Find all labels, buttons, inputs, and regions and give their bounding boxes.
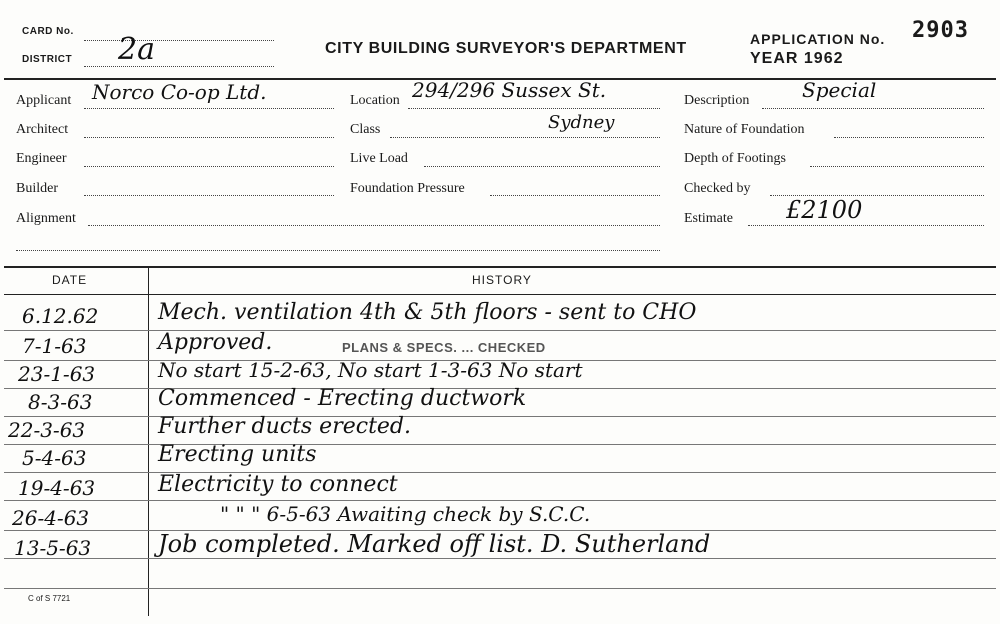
row-rule: [4, 558, 996, 559]
checked-by-label: Checked by: [684, 181, 751, 196]
engineer-label: Engineer: [16, 151, 67, 166]
nature-of-foundation-label: Nature of Foundation: [684, 122, 805, 137]
table-header-rule: [4, 294, 996, 295]
history-text: Commenced - Erecting ductwork: [158, 386, 527, 411]
history-text: Further ducts erected.: [158, 414, 411, 439]
history-date: 6.12.62: [22, 304, 99, 328]
engineer-line: [84, 166, 334, 167]
form-code: C of S 7721: [28, 594, 71, 603]
foundation-pressure-line: [490, 195, 660, 196]
history-text: " " " 6-5-63 Awaiting check by S.C.C.: [220, 502, 591, 526]
architect-line: [84, 137, 334, 138]
department-title: CITY BUILDING SURVEYOR'S DEPARTMENT: [325, 40, 687, 57]
history-date: 13-5-63: [14, 536, 92, 560]
application-label: APPLICATION No.: [750, 31, 886, 47]
row-rule: [4, 472, 996, 473]
row-rule: [4, 444, 996, 445]
architect-label: Architect: [16, 122, 69, 137]
description-label: Description: [684, 93, 750, 108]
builder-label: Builder: [16, 181, 58, 196]
history-date: 8-3-63: [28, 390, 93, 414]
nature-line: [834, 137, 984, 138]
applicant-line: [84, 108, 334, 109]
history-text: No start 15-2-63, No start 1-3-63 No start: [158, 358, 583, 382]
depth-line: [810, 166, 984, 167]
estimate-line: [748, 225, 984, 226]
table-top-rule: [4, 266, 996, 268]
estimate-label: Estimate: [684, 211, 733, 226]
row-rule: [4, 500, 996, 501]
history-date: 26-4-63: [12, 506, 90, 530]
date-column-header: DATE: [52, 273, 88, 287]
row-rule: [4, 588, 996, 589]
location-line: [408, 108, 660, 109]
history-text: Erecting units: [158, 442, 317, 467]
district-value: 2a: [118, 32, 155, 67]
checked-stamp: PLANS & SPECS. ... CHECKED: [342, 340, 546, 355]
application-number: 2903: [912, 18, 969, 43]
estimate-value: £2100: [786, 196, 863, 224]
live-load-line: [424, 166, 660, 167]
history-date: 23-1-63: [18, 362, 96, 386]
history-date: 7-1-63: [22, 334, 87, 358]
date-column-divider: [148, 266, 149, 616]
location-value: 294/296 Sussex St.: [412, 78, 607, 102]
history-date: 22-3-63: [8, 418, 86, 442]
alignment-label: Alignment: [16, 211, 76, 226]
card-no-label: CARD No.: [22, 26, 74, 37]
row-rule: [4, 416, 996, 417]
class-label: Class: [350, 122, 381, 137]
alignment-line: [88, 225, 660, 226]
extra-line: [16, 250, 660, 251]
builder-line: [84, 195, 334, 196]
history-text: Mech. ventilation 4th & 5th floors - sent to CHO: [158, 300, 697, 325]
history-text: Job completed. Marked off list. D. Sutherland: [158, 530, 711, 558]
depth-of-footings-label: Depth of Footings: [684, 151, 786, 166]
history-date: 5-4-63: [22, 446, 87, 470]
history-text: Approved.: [158, 330, 273, 355]
applicant-value: Norco Co-op Ltd.: [92, 80, 267, 104]
history-column-header: HISTORY: [472, 273, 532, 287]
card-no-line: [84, 40, 274, 41]
location-value-2: Sydney: [548, 112, 615, 133]
description-line: [762, 108, 984, 109]
live-load-label: Live Load: [350, 151, 408, 166]
description-value: Special: [802, 78, 877, 102]
class-line: [390, 137, 660, 138]
district-line: [84, 66, 274, 67]
history-date: 19-4-63: [18, 476, 96, 500]
location-label: Location: [350, 93, 400, 108]
foundation-pressure-label: Foundation Pressure: [350, 181, 465, 196]
history-text: Electricity to connect: [158, 472, 398, 497]
row-rule: [4, 330, 996, 331]
year-label: YEAR 1962: [750, 50, 844, 67]
district-label: DISTRICT: [22, 54, 73, 65]
applicant-label: Applicant: [16, 93, 72, 108]
